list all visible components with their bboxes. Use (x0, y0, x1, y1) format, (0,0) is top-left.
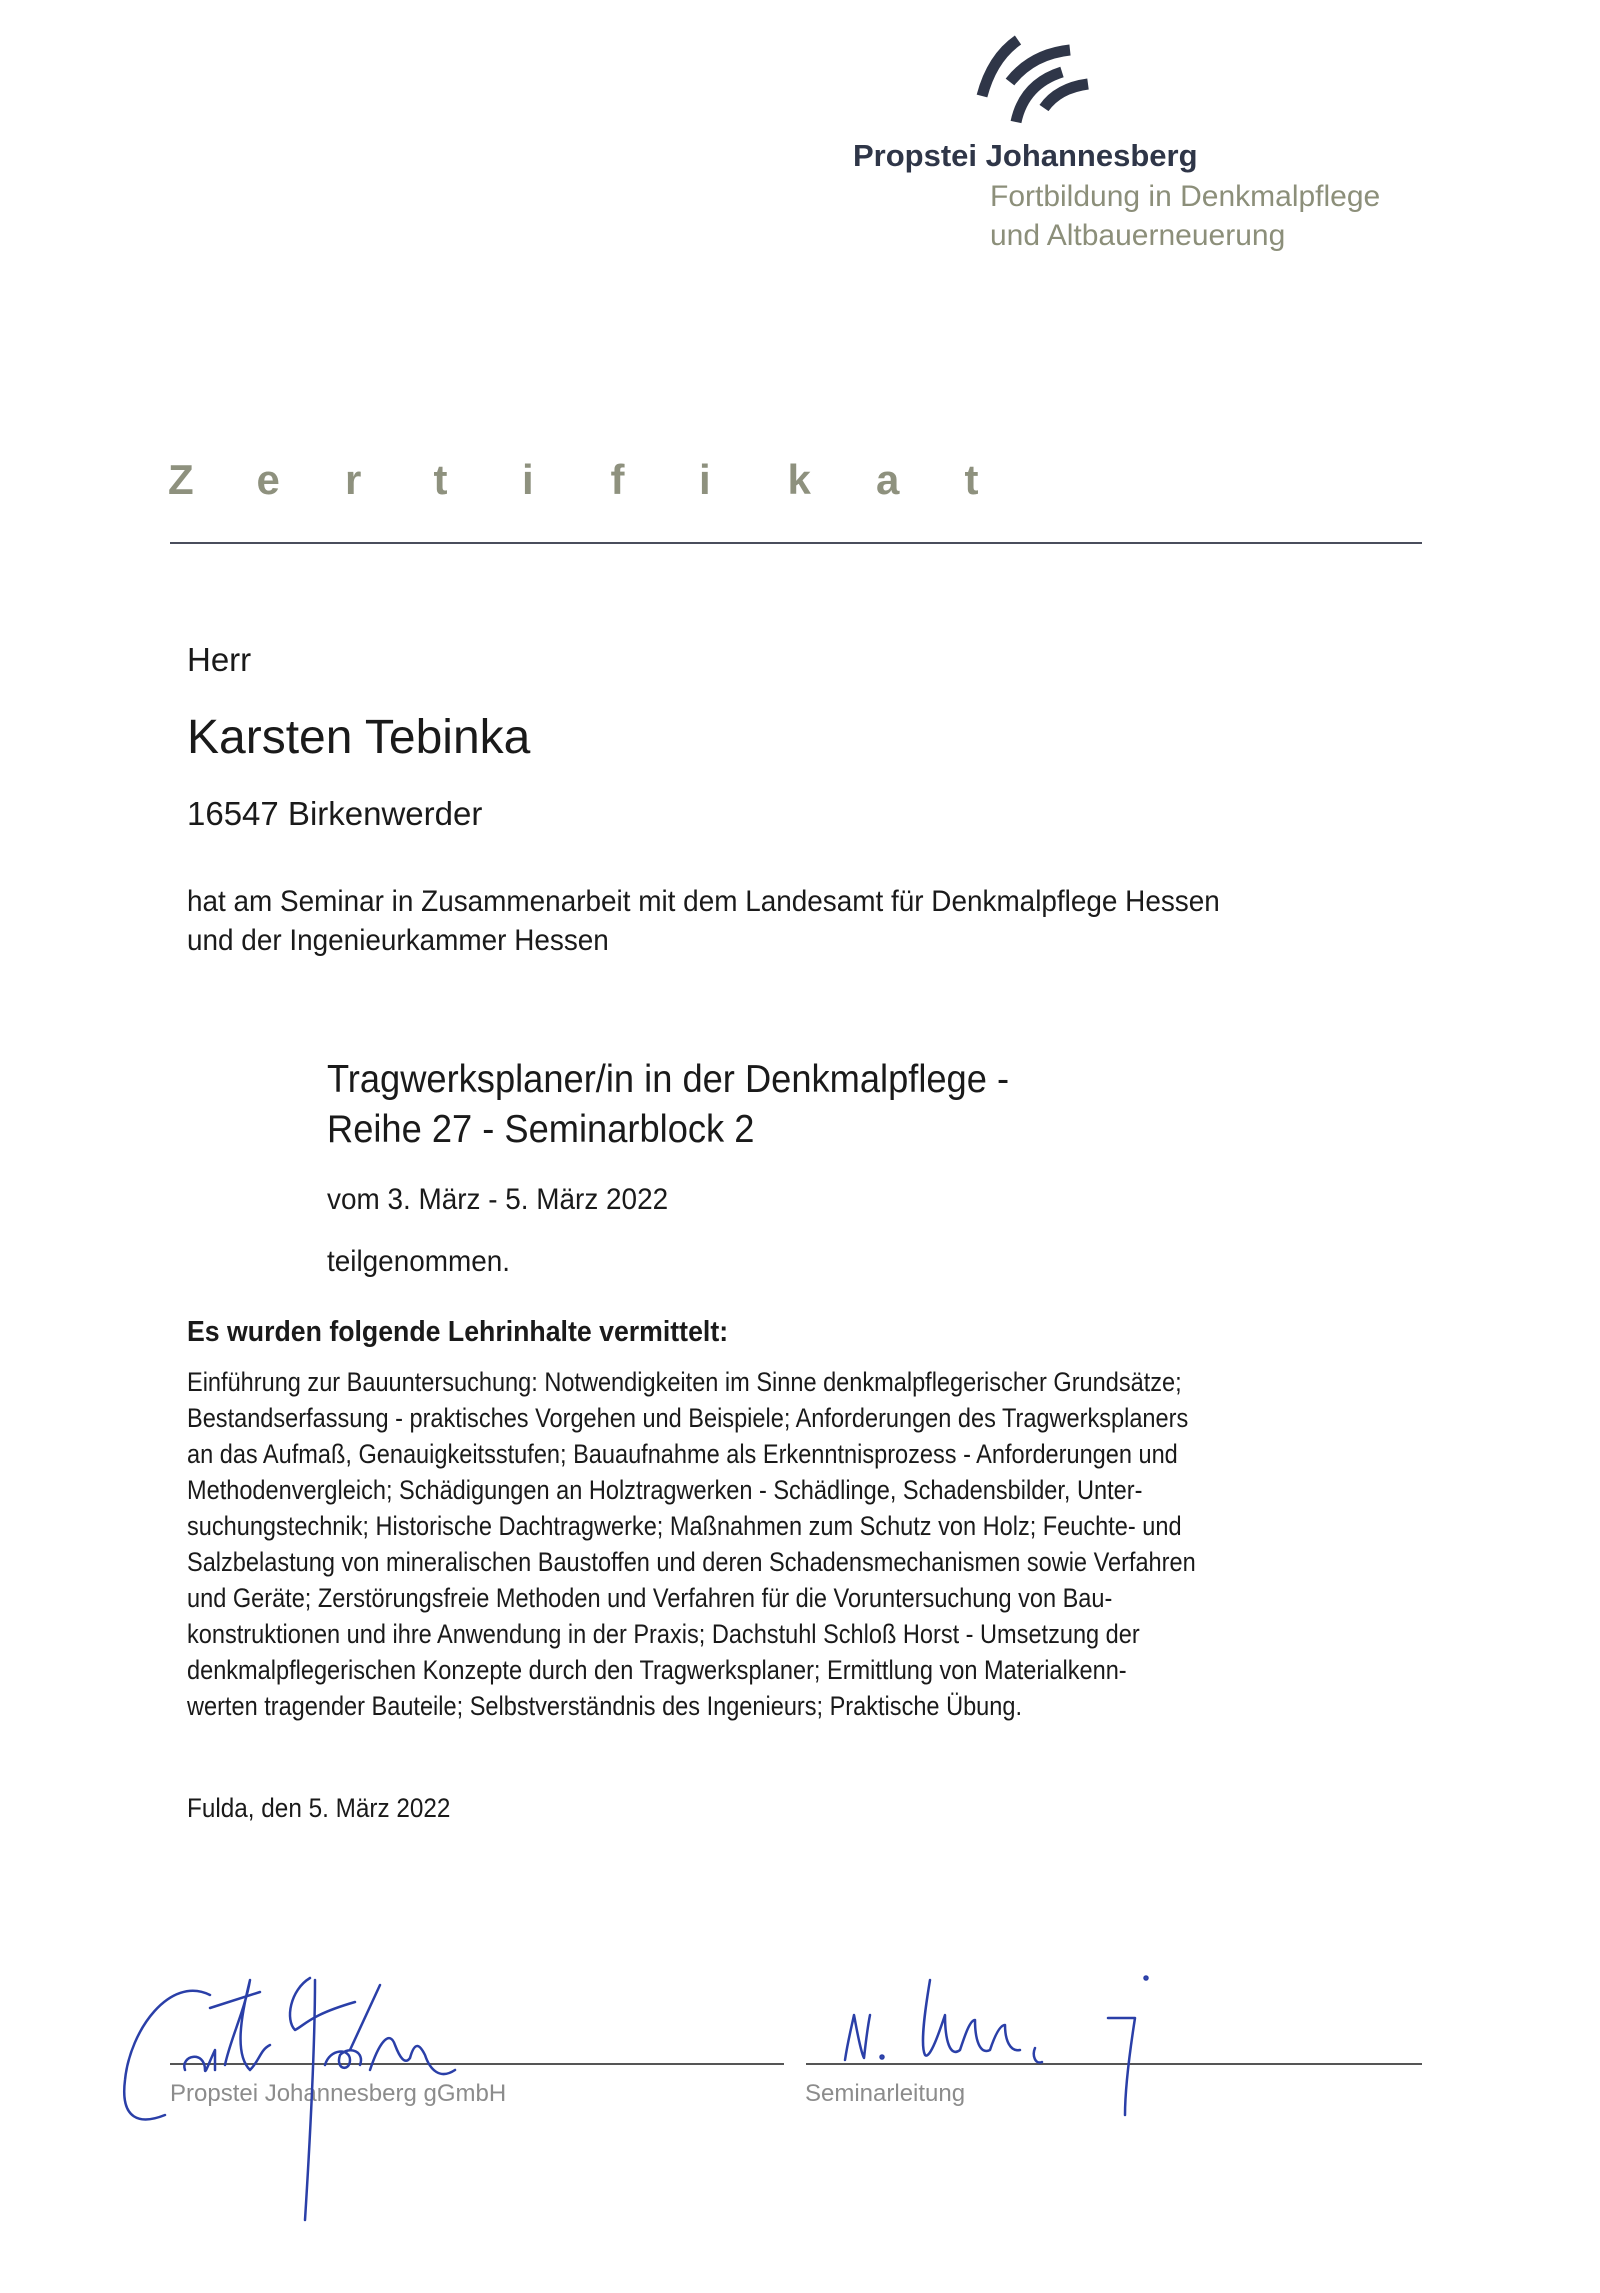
propstei-arcs-logo-icon (970, 30, 1100, 130)
contents-line: und Geräte; Zerstörungsfreie Methoden und Verfahren für die Voruntersuchung von Bau- (187, 1583, 1113, 1613)
signature-label-seminar-lead: Seminarleitung (805, 2080, 966, 2107)
contents-line: Bestandserfassung - praktisches Vorgehen und Beispiele; Anforderungen des Tragwerksplaners (187, 1403, 1189, 1433)
certificate-title (168, 456, 1053, 504)
title-letter: a (876, 456, 900, 503)
course-dates (327, 1183, 694, 1217)
course-title (327, 1055, 1060, 1155)
contents-line: Methodenvergleich; Schädigungen an Holztragwerken - Schädlinge, Schadensbilder, Unter- (187, 1475, 1143, 1505)
title-letter: i (522, 456, 534, 503)
participation-label: teilgenommen. (327, 1245, 511, 1278)
title-letter: k (787, 456, 811, 503)
signature-left-icon (110, 1940, 810, 2240)
title-letter: t (964, 456, 979, 503)
org-subtitle (990, 177, 1380, 255)
contents-line: denkmalpflegerischen Konzepte durch den Tragwerksplaner; Ermittlung von Materialkenn- (187, 1655, 1127, 1685)
signature-label-organization: Propstei Johannesberg gGmbH (170, 2080, 507, 2107)
org-name: Propstei Johannesberg (853, 138, 1198, 173)
title-letter: r (345, 456, 362, 503)
place-date (187, 1793, 480, 1824)
org-subtitle-line: und Altbauerneuerung (990, 219, 1286, 252)
contents-line: an das Aufmaß, Genauigkeitsstufen; Bauaufnahme als Erkenntnisprozess - Anforderungen und (187, 1439, 1178, 1469)
participation-text (327, 1245, 524, 1279)
recipient-name: Karsten Tebinka (187, 711, 531, 764)
contents-line: Salzbelastung von mineralischen Baustoffen und deren Schadensmechanismen sowie Verfahren (187, 1547, 1196, 1577)
contents-heading (187, 1316, 775, 1349)
contents-body (187, 1364, 1344, 1724)
intro-line: hat am Seminar in Zusammenarbeit mit dem Landesamt für Denkmalpflege Hessen (187, 885, 1220, 918)
recipient-city: 16547 Birkenwerder (187, 795, 483, 832)
course-dates-text: vom 3. März - 5. März 2022 (327, 1183, 669, 1216)
intro-line: und der Ingenieurkammer Hessen (187, 924, 609, 957)
title-letter: t (433, 456, 448, 503)
place-date-text: Fulda, den 5. März 2022 (187, 1793, 451, 1823)
contents-line: suchungstechnik; Historische Dachtragwerke; Maßnahmen zum Schutz von Holz; Feuchte- und (187, 1511, 1182, 1541)
title-letter: i (699, 456, 711, 503)
title-letter: e (256, 456, 280, 503)
contents-line: konstruktionen und ihre Anwendung in der Praxis; Dachstuhl Schloß Horst - Umsetzung der (187, 1619, 1140, 1649)
contents-line: werten tragender Bauteile; Selbstverständnis des Ingenieurs; Praktische Übung. (187, 1691, 1022, 1721)
recipient-salutation: Herr (187, 641, 252, 678)
org-subtitle-line: Fortbildung in Denkmalpflege (990, 180, 1381, 213)
intro-text (187, 882, 1298, 960)
title-divider (170, 542, 1422, 544)
title-letter: f (610, 456, 625, 503)
signature-right-icon (780, 1940, 1440, 2140)
course-title-line: Reihe 27 - Seminarblock 2 (327, 1108, 755, 1151)
course-title-line: Tragwerksplaner/in in der Denkmalpflege - (327, 1058, 1010, 1101)
title-letter: Z (168, 456, 194, 503)
contents-heading-text: Es wurden folgende Lehrinhalte vermittelt: (187, 1316, 729, 1348)
contents-line: Einführung zur Bauuntersuchung: Notwendigkeiten im Sinne denkmalpflegerischer Grundsätze; (187, 1367, 1182, 1397)
